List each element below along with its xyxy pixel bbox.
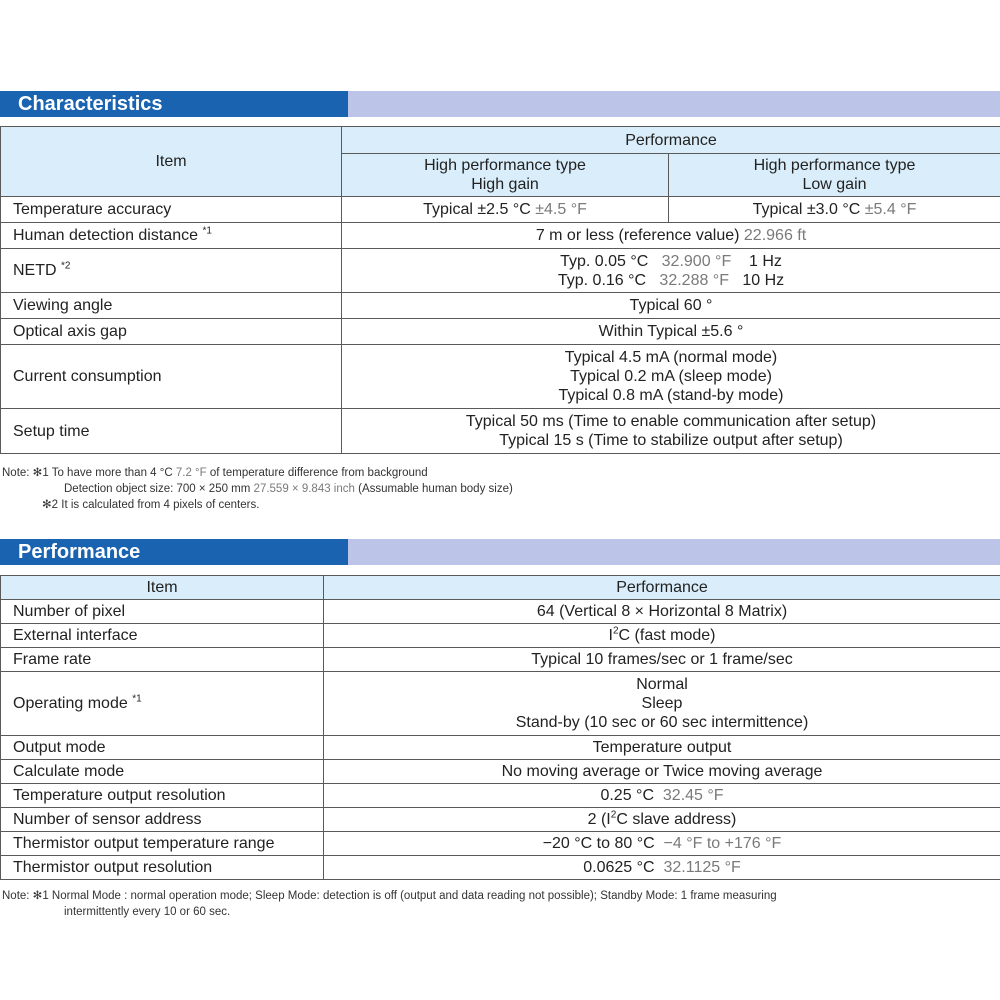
table-row <box>1 127 1000 154</box>
note-line <box>2 481 513 497</box>
value-frequency: 10 Hz <box>742 271 785 289</box>
value-text: I <box>608 627 613 644</box>
value-line: Sleep <box>641 695 683 712</box>
table-row <box>1 832 1000 856</box>
table-row <box>1 197 1000 223</box>
note-text: (Assumable human body size) <box>358 483 513 495</box>
note-prefix: ✻2 <box>42 499 59 511</box>
note-text: Normal Mode : normal operation mode; Sleep Mode: detection is off (output and data reading not possible); Standby Mode: 1 frame measuring <box>51 890 777 902</box>
value-fahrenheit: 32.45 °F <box>662 787 724 804</box>
note-fahrenheit: 7.2 °F <box>175 467 207 479</box>
value-text: Typical ±3.0 °C <box>752 201 861 218</box>
row-label: Optical axis gap <box>1 319 342 345</box>
table-row <box>1 672 1000 736</box>
table-row <box>1 648 1000 672</box>
note-text: Detection object size: 700 × 250 mm <box>64 483 251 495</box>
row-label: Temperature accuracy <box>1 197 342 223</box>
value-superscript: 2 <box>610 809 617 821</box>
footnote-mark: *1 <box>132 693 142 705</box>
subheader-low-gain <box>669 154 1000 197</box>
table-row <box>1 600 1000 624</box>
row-label: Number of pixel <box>1 600 324 624</box>
note-inch: 27.559 × 9.843 inch <box>253 483 355 495</box>
label-text: NETD <box>13 262 57 279</box>
note-line <box>2 497 513 513</box>
header-bar <box>348 91 1000 117</box>
cell-value: No moving average or Twice moving average <box>324 760 1000 784</box>
footnote-mark: *1 <box>202 225 212 237</box>
value-line <box>342 271 1000 290</box>
value-text: −20 °C to 80 °C <box>542 835 655 852</box>
value-fahrenheit: ±5.4 °F <box>864 201 917 218</box>
table-row <box>1 319 1000 345</box>
value-text: 2 (I <box>587 811 611 828</box>
cell-value <box>342 223 1000 249</box>
note-text: of temperature difference from background <box>209 467 428 479</box>
row-label: Number of sensor address <box>1 808 324 832</box>
characteristics-table <box>0 126 1000 454</box>
value-fahrenheit: −4 °F to +176 °F <box>663 835 782 852</box>
value-frequency: 1 Hz <box>749 252 782 270</box>
note-text: It is calculated from 4 pixels of centers. <box>61 499 260 511</box>
table-row <box>1 249 1000 293</box>
cell-value: Within Typical ±5.6 ° <box>342 319 1000 345</box>
row-label <box>1 249 342 293</box>
label-text: Operating mode <box>13 695 128 712</box>
value-text: 0.0625 °C <box>583 859 655 876</box>
row-label: Thermistor output resolution <box>1 856 324 880</box>
cell-value <box>342 409 1000 454</box>
value-text: 7 m or less (reference value) <box>535 227 740 244</box>
value-line: Normal <box>636 676 688 693</box>
footnote-mark: *2 <box>61 260 71 272</box>
characteristics-title: Characteristics <box>0 91 348 117</box>
value-fahrenheit: ±4.5 °F <box>535 201 587 218</box>
subheader-line: High gain <box>471 176 539 193</box>
value-fahrenheit: 32.288 °F <box>659 271 729 289</box>
cell-value <box>342 345 1000 409</box>
label-text: Human detection distance <box>13 227 198 244</box>
row-label: Current consumption <box>1 345 342 409</box>
value-line <box>342 252 1000 271</box>
table-row <box>1 345 1000 409</box>
value-line: Typical 15 s (Time to stabilize output after setup) <box>499 432 843 449</box>
table-row <box>1 293 1000 319</box>
row-label <box>1 223 342 249</box>
value-line: Typical 4.5 mA (normal mode) <box>564 349 778 366</box>
performance-table <box>0 575 1000 880</box>
row-label: Viewing angle <box>1 293 342 319</box>
cell-value <box>342 249 1000 293</box>
col-item-header: Item <box>1 127 342 197</box>
col-item-header: Item <box>1 576 324 600</box>
performance-note <box>2 888 777 920</box>
row-label: Output mode <box>1 736 324 760</box>
table-row <box>1 736 1000 760</box>
cell-value: Typical 10 frames/sec or 1 frame/sec <box>324 648 1000 672</box>
cell-value <box>324 624 1000 648</box>
performance-header <box>0 539 1000 565</box>
table-row <box>1 624 1000 648</box>
table-row <box>1 784 1000 808</box>
row-label: Thermistor output temperature range <box>1 832 324 856</box>
subheader-line: High performance type <box>424 157 586 174</box>
table-row <box>1 760 1000 784</box>
row-label: Temperature output resolution <box>1 784 324 808</box>
value-text: Typ. 0.16 °C <box>557 271 647 289</box>
row-label: External interface <box>1 624 324 648</box>
value-text: C slave address) <box>616 811 737 828</box>
col-performance-header: Performance <box>342 127 1000 154</box>
note-text: intermittently every 10 or 60 sec. <box>64 906 231 918</box>
value-fahrenheit: 32.1125 °F <box>663 859 741 876</box>
row-label: Calculate mode <box>1 760 324 784</box>
value-superscript: 2 <box>612 625 619 637</box>
cell-value <box>324 784 1000 808</box>
cell-value <box>324 672 1000 736</box>
header-bar <box>348 539 1000 565</box>
performance-title: Performance <box>0 539 348 565</box>
cell-value: Typical 60 ° <box>342 293 1000 319</box>
value-text: Typ. 0.05 °C <box>560 252 649 270</box>
table-row <box>1 223 1000 249</box>
subheader-line: Low gain <box>802 176 867 193</box>
note-line <box>2 888 777 904</box>
value-line: Stand-by (10 sec or 60 sec intermittence) <box>515 714 809 731</box>
subheader-high-gain <box>342 154 669 197</box>
subheader-line: High performance type <box>753 157 916 174</box>
cell-value <box>669 197 1000 223</box>
value-text: Typical ±2.5 °C <box>423 201 531 218</box>
cell-value: Temperature output <box>324 736 1000 760</box>
row-label: Setup time <box>1 409 342 454</box>
value-line: Typical 50 ms (Time to enable communication after setup) <box>465 413 877 430</box>
table-row <box>1 808 1000 832</box>
value-text: C (fast mode) <box>618 627 716 644</box>
table-row <box>1 409 1000 454</box>
value-line: Typical 0.2 mA (sleep mode) <box>570 368 772 385</box>
value-fahrenheit: 32.900 °F <box>661 252 732 270</box>
value-text: 0.25 °C <box>600 787 654 804</box>
cell-value <box>324 808 1000 832</box>
row-label: Frame rate <box>1 648 324 672</box>
table-row <box>1 576 1000 600</box>
note-line <box>2 465 513 481</box>
value-line: Typical 0.8 mA (stand-by mode) <box>558 387 784 404</box>
cell-value: 64 (Vertical 8 × Horizontal 8 Matrix) <box>324 600 1000 624</box>
note-line <box>2 904 777 920</box>
cell-value <box>324 832 1000 856</box>
row-label <box>1 672 324 736</box>
note-prefix: Note: ✻1 <box>2 890 49 902</box>
note-text: To have more than 4 °C <box>51 467 173 479</box>
value-feet: 22.966 ft <box>743 227 807 244</box>
note-prefix: Note: ✻1 <box>2 467 49 479</box>
table-row <box>1 856 1000 880</box>
col-performance-header: Performance <box>324 576 1000 600</box>
characteristics-note <box>2 465 513 513</box>
characteristics-header <box>0 91 1000 117</box>
cell-value <box>324 856 1000 880</box>
cell-value <box>342 197 669 223</box>
